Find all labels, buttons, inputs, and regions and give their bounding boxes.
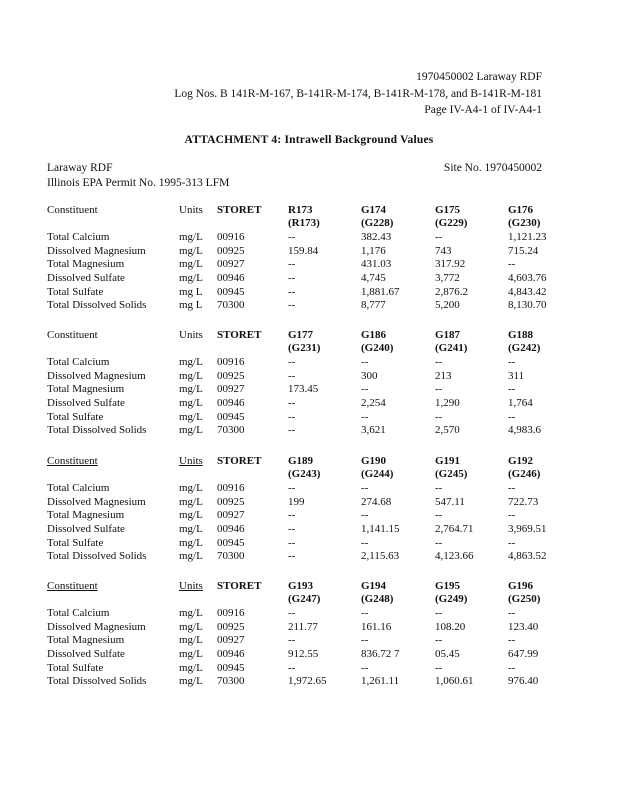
table-header-row — [47, 455, 567, 482]
value-cell: 1,176 — [361, 244, 386, 257]
storet-code: 70300 — [217, 299, 245, 312]
well-alt-id: (G229) — [435, 217, 468, 229]
value-cell: 382.43 — [361, 231, 392, 243]
table-row — [47, 356, 567, 370]
value-cell: 108.20 — [435, 620, 466, 633]
value-cell: -- — [435, 661, 443, 674]
units-cell: mg L — [179, 299, 203, 312]
value-cell: 1,060.61 — [435, 675, 474, 688]
value-cell: 1,881.67 — [361, 285, 400, 298]
column-header-constituent: Constituent — [47, 204, 98, 216]
value-cell: -- — [508, 634, 516, 647]
table-row — [47, 537, 567, 551]
table-row — [47, 496, 567, 510]
table-row — [47, 245, 567, 259]
value-cell: -- — [288, 258, 296, 271]
data-table-block-2 — [47, 329, 567, 438]
well-alt-id: (G240) — [361, 342, 394, 354]
value-cell: -- — [435, 356, 443, 368]
table-row — [47, 662, 567, 676]
storet-code: 00945 — [217, 410, 245, 423]
well-column-header — [361, 455, 393, 481]
well-column-header — [435, 204, 467, 230]
value-cell: -- — [361, 509, 369, 522]
value-cell: -- — [288, 272, 296, 285]
storet-code: 00916 — [217, 482, 245, 494]
well-alt-id: (G242) — [508, 342, 541, 354]
value-cell: -- — [435, 634, 443, 647]
well-alt-id: (G246) — [508, 468, 541, 480]
table-row — [47, 621, 567, 635]
value-cell: 317.92 — [435, 258, 466, 271]
value-cell: -- — [508, 536, 516, 549]
well-alt-id: (G250) — [508, 593, 541, 605]
well-column-header — [508, 580, 540, 606]
value-cell: -- — [361, 383, 369, 396]
storet-code: 00946 — [217, 648, 245, 661]
table-row — [47, 509, 567, 523]
value-cell: 3,772 — [435, 272, 460, 285]
column-header-units: Units — [179, 455, 203, 467]
value-cell: 4,983.6 — [508, 424, 541, 437]
constituent-name: Dissolved Magnesium — [47, 495, 146, 508]
value-cell: -- — [288, 397, 296, 410]
value-cell: -- — [361, 356, 369, 368]
units-cell: mg L — [179, 285, 203, 298]
storet-code: 00925 — [217, 369, 245, 382]
value-cell: 3,969.51 — [508, 523, 547, 536]
table-header-row — [47, 580, 567, 607]
table-row — [47, 648, 567, 662]
units-cell: mg/L — [179, 383, 203, 396]
well-alt-id: (G243) — [288, 468, 321, 480]
value-cell: 2,254 — [361, 397, 386, 410]
table-row — [47, 231, 567, 245]
value-cell: -- — [288, 634, 296, 647]
well-column-header — [288, 455, 320, 481]
storet-code: 00945 — [217, 661, 245, 674]
value-cell: 1,141.15 — [361, 523, 400, 536]
well-id: G193 — [288, 580, 314, 592]
storet-code: 00925 — [217, 244, 245, 257]
well-column-header — [435, 329, 467, 355]
value-cell: -- — [435, 383, 443, 396]
constituent-name: Total Dissolved Solids — [47, 299, 147, 312]
units-cell: mg/L — [179, 231, 203, 243]
well-alt-id: (G244) — [361, 468, 394, 480]
constituent-name: Total Magnesium — [47, 258, 125, 271]
units-cell: mg/L — [179, 369, 203, 382]
constituent-name: Total Sulfate — [47, 661, 104, 674]
storet-code: 00927 — [217, 509, 245, 522]
column-header-constituent: Constituent — [47, 329, 98, 341]
value-cell: -- — [361, 410, 369, 423]
constituent-name: Total Calcium — [47, 231, 110, 243]
storet-code: 00916 — [217, 231, 245, 243]
column-header-storet: STORET — [217, 329, 262, 341]
table-row — [47, 550, 567, 564]
value-cell: 213 — [435, 369, 452, 382]
column-header-storet: STORET — [217, 204, 262, 216]
value-cell: 743 — [435, 244, 452, 257]
value-cell: -- — [361, 536, 369, 549]
value-cell: 4,843.42 — [508, 285, 547, 298]
units-cell: mg/L — [179, 536, 203, 549]
value-cell: -- — [288, 231, 296, 243]
value-cell: 5,200 — [435, 299, 460, 312]
units-cell: mg/L — [179, 495, 203, 508]
table-row — [47, 397, 567, 411]
units-cell: mg/L — [179, 424, 203, 437]
well-column-header — [435, 580, 467, 606]
storet-code: 00925 — [217, 495, 245, 508]
constituent-name: Dissolved Sulfate — [47, 523, 125, 536]
well-column-header — [361, 580, 393, 606]
value-cell: 4,123.66 — [435, 550, 474, 563]
well-id: G190 — [361, 455, 387, 467]
value-cell: 2,570 — [435, 424, 460, 437]
value-cell: -- — [288, 299, 296, 312]
value-cell: -- — [288, 509, 296, 522]
value-cell: 300 — [361, 369, 378, 382]
value-cell: 912.55 — [288, 648, 319, 661]
constituent-name: Total Calcium — [47, 356, 110, 368]
value-cell: -- — [288, 523, 296, 536]
value-cell: 274.68 — [361, 495, 392, 508]
value-cell: -- — [288, 661, 296, 674]
value-cell: 722.73 — [508, 495, 539, 508]
constituent-name: Total Dissolved Solids — [47, 675, 147, 688]
table-row — [47, 258, 567, 272]
value-cell: -- — [508, 383, 516, 396]
value-cell: -- — [288, 356, 296, 368]
well-alt-id: (G247) — [288, 593, 321, 605]
value-cell: 4,603.76 — [508, 272, 547, 285]
value-cell: 123.40 — [508, 620, 539, 633]
storet-code: 00945 — [217, 285, 245, 298]
value-cell: 431.03 — [361, 258, 392, 271]
column-header-storet: STORET — [217, 455, 262, 467]
value-cell: -- — [288, 410, 296, 423]
storet-code: 00925 — [217, 620, 245, 633]
constituent-name: Dissolved Sulfate — [47, 397, 125, 410]
well-column-header — [508, 329, 540, 355]
well-id: G175 — [435, 204, 461, 216]
units-cell: mg/L — [179, 397, 203, 410]
units-cell: mg/L — [179, 244, 203, 257]
well-column-header — [361, 329, 393, 355]
well-id: R173 — [288, 204, 313, 216]
units-cell: mg/L — [179, 607, 203, 619]
value-cell: -- — [508, 661, 516, 674]
well-column-header — [288, 204, 320, 230]
value-cell: -- — [361, 607, 369, 619]
well-column-header — [508, 455, 540, 481]
table-header-row — [47, 329, 567, 356]
value-cell: -- — [288, 482, 296, 494]
constituent-name: Total Sulfate — [47, 285, 104, 298]
well-id: G188 — [508, 329, 534, 341]
storet-code: 00916 — [217, 607, 245, 619]
units-cell: mg/L — [179, 356, 203, 368]
value-cell: 05.45 — [435, 648, 460, 661]
value-cell: 4,863.52 — [508, 550, 547, 563]
well-alt-id: (G241) — [435, 342, 468, 354]
value-cell: 2,764.71 — [435, 523, 474, 536]
storet-code: 00927 — [217, 634, 245, 647]
well-column-header — [435, 455, 467, 481]
value-cell: -- — [435, 509, 443, 522]
value-cell: -- — [361, 661, 369, 674]
value-cell: -- — [508, 410, 516, 423]
constituent-name: Total Calcium — [47, 607, 110, 619]
table-row — [47, 299, 567, 313]
value-cell: -- — [435, 410, 443, 423]
value-cell: 173.45 — [288, 383, 319, 396]
table-row — [47, 634, 567, 648]
units-cell: mg/L — [179, 550, 203, 563]
value-cell: 199 — [288, 495, 305, 508]
well-alt-id: (R173) — [288, 217, 320, 229]
value-cell: 4,745 — [361, 272, 386, 285]
value-cell: 2,115.63 — [361, 550, 400, 563]
storet-code: 00946 — [217, 272, 245, 285]
constituent-name: Total Sulfate — [47, 536, 104, 549]
table-row — [47, 272, 567, 286]
units-cell: mg/L — [179, 634, 203, 647]
well-alt-id: (G248) — [361, 593, 394, 605]
well-alt-id: (G231) — [288, 342, 321, 354]
units-cell: mg/L — [179, 523, 203, 536]
storet-code: 00946 — [217, 397, 245, 410]
well-column-header — [288, 580, 320, 606]
value-cell: 8,777 — [361, 299, 386, 312]
value-cell: 1,972.65 — [288, 675, 327, 688]
storet-code: 00927 — [217, 258, 245, 271]
value-cell: 3,621 — [361, 424, 386, 437]
constituent-name: Total Calcium — [47, 482, 110, 494]
constituent-name: Dissolved Magnesium — [47, 620, 146, 633]
constituent-name: Dissolved Sulfate — [47, 272, 125, 285]
storet-code: 00916 — [217, 356, 245, 368]
value-cell: 8,130.70 — [508, 299, 547, 312]
header-site-line: 1970450002 Laraway RDF — [416, 71, 542, 83]
storet-code: 00946 — [217, 523, 245, 536]
well-column-header — [288, 329, 320, 355]
well-id: G189 — [288, 455, 314, 467]
table-row — [47, 482, 567, 496]
value-cell: -- — [361, 634, 369, 647]
column-header-constituent: Constituent — [47, 455, 98, 467]
constituent-name: Total Sulfate — [47, 410, 104, 423]
constituent-name: Total Magnesium — [47, 383, 125, 396]
value-cell: 547.11 — [435, 495, 465, 508]
well-alt-id: (G230) — [508, 217, 541, 229]
constituent-name: Dissolved Magnesium — [47, 244, 146, 257]
well-column-header — [361, 204, 393, 230]
value-cell: -- — [435, 536, 443, 549]
value-cell: 161.16 — [361, 620, 392, 633]
table-header-row — [47, 204, 567, 231]
column-header-units: Units — [179, 204, 203, 216]
well-column-header — [508, 204, 540, 230]
units-cell: mg/L — [179, 272, 203, 285]
value-cell: 2,876.2 — [435, 285, 468, 298]
column-header-units: Units — [179, 580, 203, 592]
table-row — [47, 383, 567, 397]
header-log-numbers: Log Nos. B 141R-M-167, B-141R-M-174, B-141R-M-178, and B-141R-M-181 — [174, 88, 542, 100]
table-row — [47, 675, 567, 689]
well-id: G176 — [508, 204, 534, 216]
well-id: G186 — [361, 329, 387, 341]
units-cell: mg/L — [179, 648, 203, 661]
well-alt-id: (G249) — [435, 593, 468, 605]
value-cell: 715.24 — [508, 244, 539, 257]
well-id: G192 — [508, 455, 534, 467]
constituent-name: Dissolved Sulfate — [47, 648, 125, 661]
table-row — [47, 370, 567, 384]
facility-name: Laraway RDF — [47, 162, 113, 174]
storet-code: 70300 — [217, 550, 245, 563]
data-table-block-4 — [47, 580, 567, 689]
well-id: G177 — [288, 329, 314, 341]
units-cell: mg/L — [179, 258, 203, 271]
well-id: G194 — [361, 580, 387, 592]
storet-code: 70300 — [217, 675, 245, 688]
value-cell: -- — [508, 356, 516, 368]
value-cell: 1,290 — [435, 397, 460, 410]
well-id: G195 — [435, 580, 461, 592]
value-cell: -- — [435, 607, 443, 619]
units-cell: mg/L — [179, 675, 203, 688]
value-cell: -- — [288, 607, 296, 619]
well-alt-id: (G245) — [435, 468, 468, 480]
value-cell: -- — [361, 482, 369, 494]
units-cell: mg/L — [179, 661, 203, 674]
well-id: G191 — [435, 455, 461, 467]
value-cell: 311 — [508, 369, 525, 382]
value-cell: -- — [508, 607, 516, 619]
column-header-units: Units — [179, 329, 203, 341]
site-number: Site No. 1970450002 — [443, 162, 542, 174]
value-cell: -- — [435, 231, 443, 243]
storet-code: 00927 — [217, 383, 245, 396]
value-cell: 1,121.23 — [508, 231, 547, 243]
data-table-block-3 — [47, 455, 567, 564]
units-cell: mg/L — [179, 482, 203, 494]
value-cell: 1,261.11 — [361, 675, 400, 688]
well-id: G187 — [435, 329, 461, 341]
data-table-block-1 — [47, 204, 567, 313]
value-cell: 211.77 — [288, 620, 318, 633]
value-cell: -- — [508, 509, 516, 522]
table-row — [47, 607, 567, 621]
value-cell: -- — [288, 536, 296, 549]
value-cell: 836.72 7 — [361, 648, 400, 661]
well-id: G174 — [361, 204, 387, 216]
units-cell: mg/L — [179, 620, 203, 633]
constituent-name: Total Dissolved Solids — [47, 550, 147, 563]
table-row — [47, 411, 567, 425]
page-title: ATTACHMENT 4: Intrawell Background Values — [184, 134, 434, 146]
units-cell: mg/L — [179, 509, 203, 522]
value-cell: 159.84 — [288, 244, 319, 257]
constituent-name: Total Magnesium — [47, 509, 125, 522]
column-header-storet: STORET — [217, 580, 262, 592]
storet-code: 00945 — [217, 536, 245, 549]
storet-code: 70300 — [217, 424, 245, 437]
value-cell: 1,764 — [508, 397, 533, 410]
table-row — [47, 523, 567, 537]
value-cell: -- — [508, 482, 516, 494]
value-cell: -- — [288, 550, 296, 563]
well-id: G196 — [508, 580, 534, 592]
column-header-constituent: Constituent — [47, 580, 98, 592]
value-cell: -- — [508, 258, 516, 271]
table-row — [47, 424, 567, 438]
value-cell: -- — [288, 369, 296, 382]
value-cell: -- — [288, 285, 296, 298]
constituent-name: Dissolved Magnesium — [47, 369, 146, 382]
table-row — [47, 286, 567, 300]
value-cell: 647.99 — [508, 648, 539, 661]
permit-number: Illinois EPA Permit No. 1995-313 LFM — [47, 177, 230, 189]
constituent-name: Total Magnesium — [47, 634, 125, 647]
value-cell: -- — [435, 482, 443, 494]
value-cell: 976.40 — [508, 675, 539, 688]
value-cell: -- — [288, 424, 296, 437]
well-alt-id: (G228) — [361, 217, 394, 229]
header-page-number: Page IV-A4-1 of IV-A4-1 — [424, 104, 542, 116]
constituent-name: Total Dissolved Solids — [47, 424, 147, 437]
units-cell: mg/L — [179, 410, 203, 423]
